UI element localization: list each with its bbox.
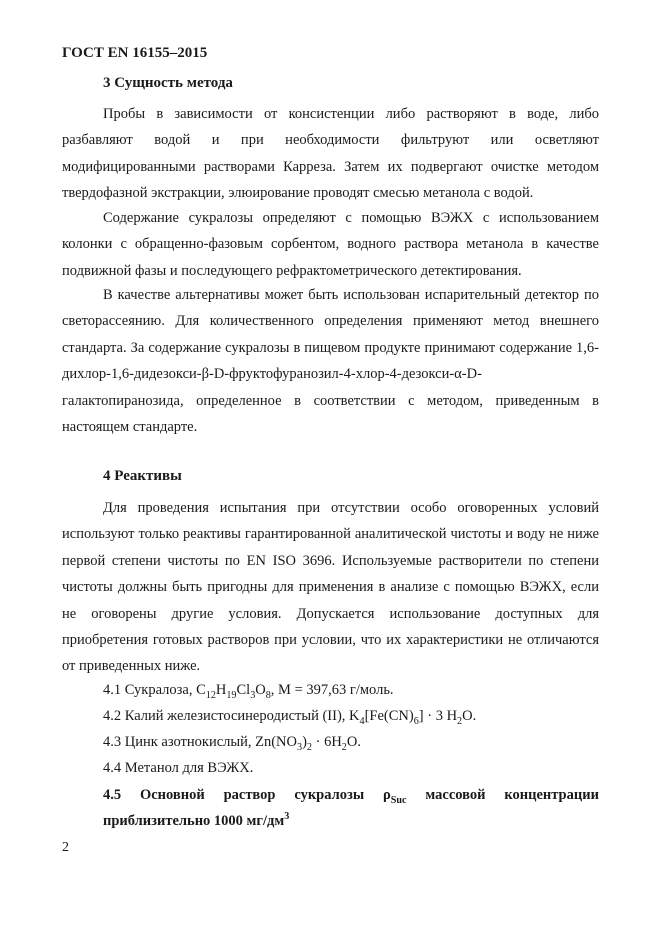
section-3-paragraph: Пробы в зависимости от консистенции либо растворяют в воде, либо разбавляют водой и при необходимости фильтруют или осветляют модифицированными растворами Карреза. Затем их подвергают очистке методом твердофазной экстракции, элюирование проводят смесью метанола с водой. [62,106,599,202]
section-4-heading: 4 Реактивы [103,468,182,484]
section-4-paragraph: Для проведения испытания при отсутствии особо оговоренных условий используют только реактивы гарантированной аналитической чистоты и воду не ниже первой степени чистоты по EN ISO 3696. Используемые растворители по степени чистоты должны быть пригодны для применения в анализе с помощью ВЭЖХ, если не оговорены другие условия. Допускается использование доступных для приобретения готовых растворов при условии, что их характеристики не отличаются от приведенных ниже. [62,500,599,675]
document-header: ГОСТ EN 16155–2015 [62,45,208,61]
section-3-paragraph: Содержание сукралозы определяют с помощью ВЭЖХ с использованием колонки с обращенно-фазовым сорбентом, водного раствора метанола в качестве подвижной фазы и последующего рефрактометрического детектирования. [62,210,599,279]
reagent-item-4-3: 4.3 Цинк азотнокислый, $Zn(NO_3)_2 \cdot 6H_2O$. [103,734,361,753]
page-number: 2 [62,840,69,855]
section-3-heading: 3 Сущность метода [103,75,233,91]
reagent-item-4-1: 4.1 Сукралоза, $C_{12}H_{19}Cl_3O_8$, M = 397,63 г/моль. [103,682,394,701]
reagent-item-4-5: 4.5 Основной раствор сукралозы $\rho_{Suc}$ массовой концентрации приблизительно 1000 $мг/дм^3$ [103,787,599,829]
section-3-paragraph: В качестве альтернативы может быть использован испарительный детектор по светорассеянию. Для количественного определения применяют метод внешнего стандарта. За содержание сукралозы в пищевом продукте принимают содержание 1,6-дихлор-1,6-дидезокси-β-D-фруктофуранозил-4-хлор-4-дезокси-α-D-галактопиранозида, определенное в соответствии с методом, приведенным в настоящем стандарте. [62,287,599,436]
reagent-item-4-2: 4.2 Калий железистосинеродистый (II), $K_4[Fe(CN)_6] \cdot 3$ $H_2O$. [103,708,477,727]
reagent-item-4-4: 4.4 Метанол для ВЭЖХ. [103,760,254,776]
